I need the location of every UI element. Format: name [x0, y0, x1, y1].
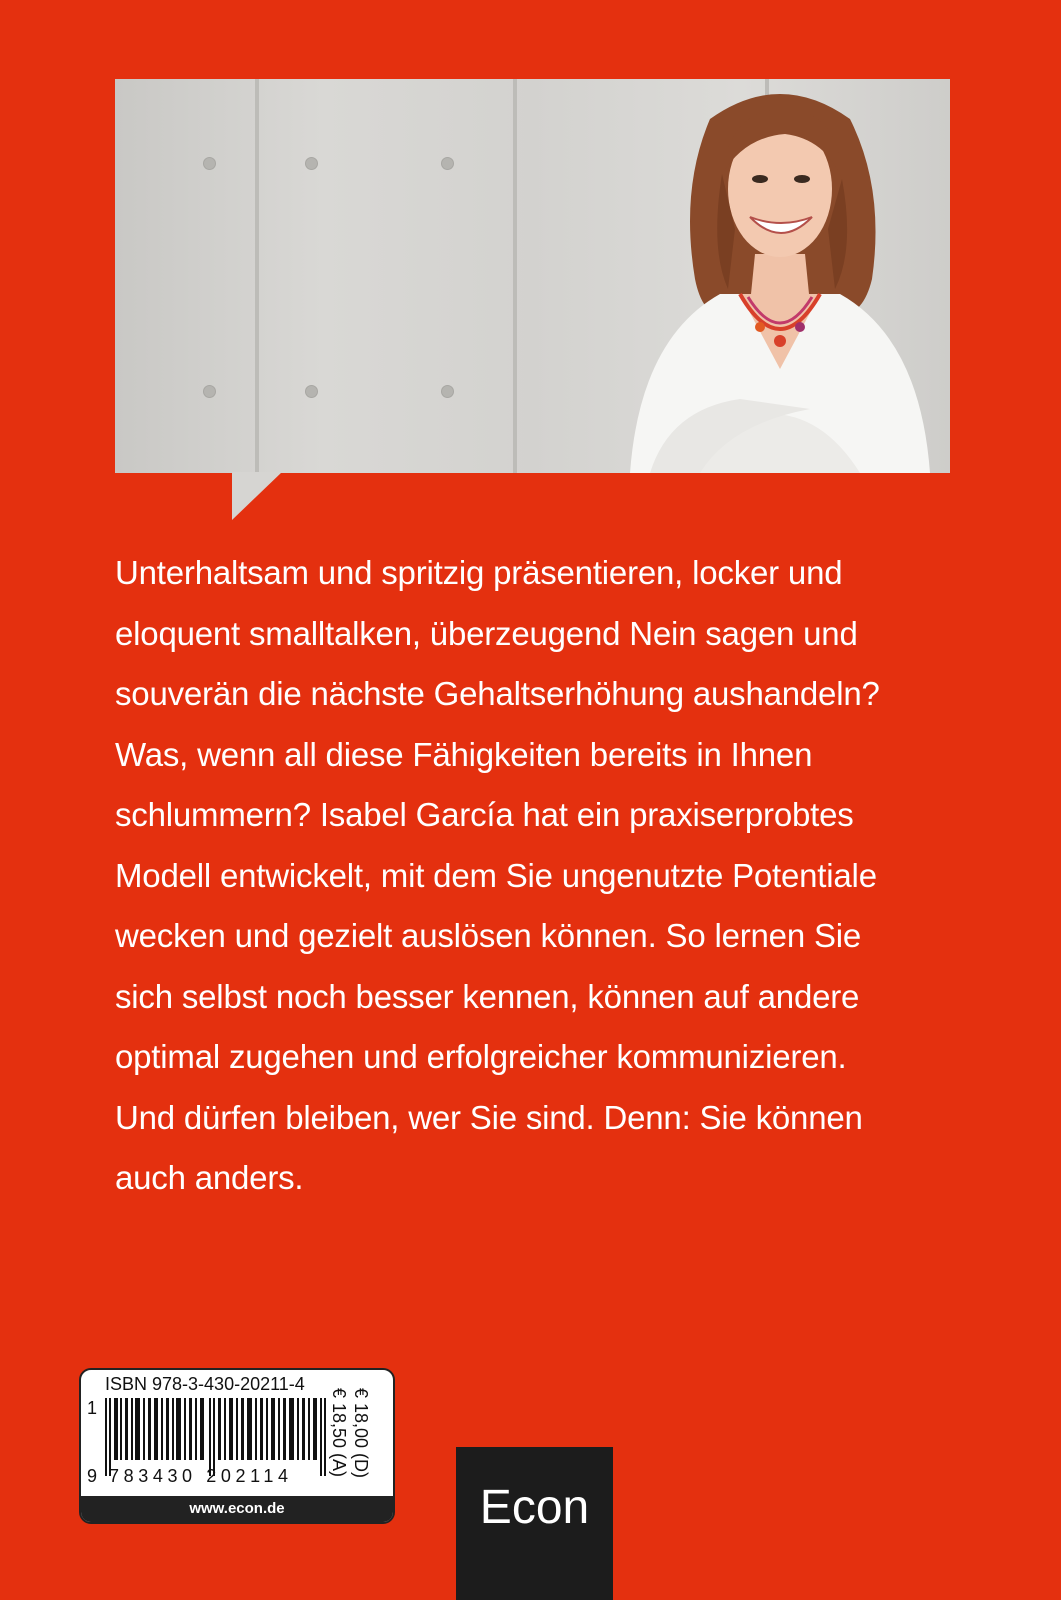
price-germany: € 18,00 (D): [351, 1388, 371, 1479]
concrete-hole: [441, 385, 454, 398]
isbn-barcode-label: [79, 1368, 395, 1524]
author-photo: [115, 79, 950, 473]
back-cover-blurb: Unterhaltsam und spritzig präsentieren, locker und eloquent smalltalken, überzeugend Nein sagen und souverän die nächste Gehaltserhöhung aushandeln? Was, wenn all diese Fähigkeiten bereits in Ihnen schlummern? Isabel García hat ein praxiserprobtes Modell entwickelt, mit dem Sie ungenutzte Potentiale wecken und gezielt auslösen können. So lernen Sie sich selbst noch besser kennen, können auf andere optimal zugehen und erfolgreicher kommunizieren. Und dürfen bleiben, wer Sie sind. Denn: Sie können auch anders.: [115, 554, 880, 1196]
isbn-number: ISBN 978-3-430-20211-4: [105, 1374, 305, 1394]
concrete-hole: [305, 157, 318, 170]
concrete-hole: [203, 385, 216, 398]
barcode-first-digit: 1: [87, 1398, 98, 1418]
concrete-seam: [513, 79, 517, 473]
barcode: [105, 1398, 327, 1476]
concrete-hole: [441, 157, 454, 170]
concrete-hole: [203, 157, 216, 170]
publisher-website: www.econ.de: [81, 1496, 393, 1522]
publisher-logo-text: Econ: [479, 1481, 590, 1534]
price-austria: € 18,50 (A): [329, 1388, 349, 1478]
barcode-check-digit: 9: [87, 1466, 98, 1486]
concrete-hole: [305, 385, 318, 398]
publisher-logo: [456, 1447, 613, 1600]
author-portrait: [610, 79, 950, 473]
barcode-digits: 783430 202114: [109, 1466, 293, 1486]
concrete-seam: [255, 79, 259, 473]
speech-bubble-tail: [232, 472, 282, 520]
